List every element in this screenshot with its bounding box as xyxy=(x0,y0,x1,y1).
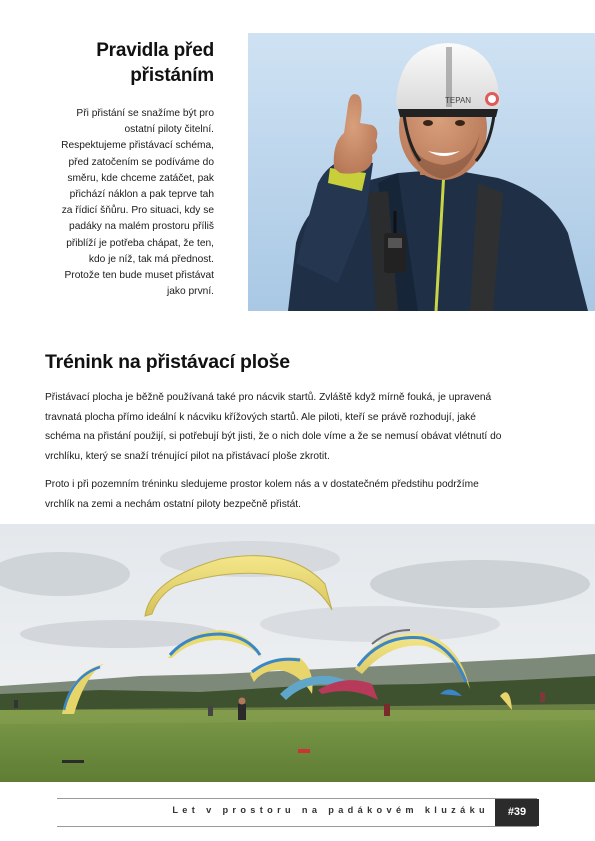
training-paragraph-2 xyxy=(45,475,545,514)
text-line: Protože ten bude muset přistávat xyxy=(64,270,214,282)
text-line: kdo je níž, tak má přednost. xyxy=(88,253,214,265)
text-line: před zatočením se podíváme do xyxy=(68,156,214,168)
text-line: Přistávací plocha je běžně používaná také pro nácvik startů. Zvláště když mírně fouká, je upravená xyxy=(45,392,492,403)
footer-rule-bottom xyxy=(57,826,537,827)
text-line: ostatní piloty čitelní. xyxy=(124,124,214,136)
text-line: vrchlíku, který se snaží trénující pilot na přistávací ploše zkrotit. xyxy=(45,450,330,462)
text-line: travnatá plocha přímo ideální k nácviku křížových startů. Ale piloti, kteří se právě rozhodují, jaké xyxy=(45,411,476,423)
heading-line-2: přistáním xyxy=(130,65,214,86)
text-line: přiblíží je potřeba chápat, že ten, xyxy=(66,237,214,249)
text-line: Při přistání se snažíme být pro xyxy=(76,108,214,119)
section-heading-training: Trénink na přistávací ploše xyxy=(45,351,290,373)
text-line: Respektujeme přistávací schéma, xyxy=(61,140,214,152)
pilot-thumbs-up-illustration xyxy=(248,33,595,311)
section-heading-landing-rules xyxy=(60,38,214,88)
landing-rules-text xyxy=(40,106,214,300)
training-field-photo xyxy=(0,524,595,782)
heading-line-1: Pravidla před xyxy=(96,40,214,61)
helmet-text: TEPAN xyxy=(445,96,472,105)
training-paragraph-1 xyxy=(45,388,545,466)
footer-title: Let v prostoru na padákovém kluzáku xyxy=(172,805,489,815)
pilot-portrait-photo xyxy=(248,33,595,311)
text-line: přichází náklon a pak teprve tah xyxy=(69,189,214,201)
text-line: schéma na přistání použijí, si potřebují být jisti, že o nich dole víme a že se nemusí obávat vlétnutí do xyxy=(45,431,502,442)
text-line: směru, kde chceme zatáčet, pak xyxy=(67,172,214,184)
text-line: za řídicí šňůru. Pro situaci, kdy se xyxy=(61,205,214,217)
text-line: padáky na malém prostoru příliš xyxy=(69,221,214,233)
text-line: jako první. xyxy=(167,286,214,298)
text-line: Proto i při pozemním tréninku sledujeme prostor kolem nás a v dostatečném předstihu podržíme xyxy=(45,479,479,490)
paragliders-field-illustration xyxy=(0,524,595,782)
page-number-badge: #39 xyxy=(495,799,539,826)
text-line: vrchlík na zemi a nechám ostatní piloty bezpečně přistát. xyxy=(45,498,301,510)
footer-rule-top xyxy=(57,798,537,799)
